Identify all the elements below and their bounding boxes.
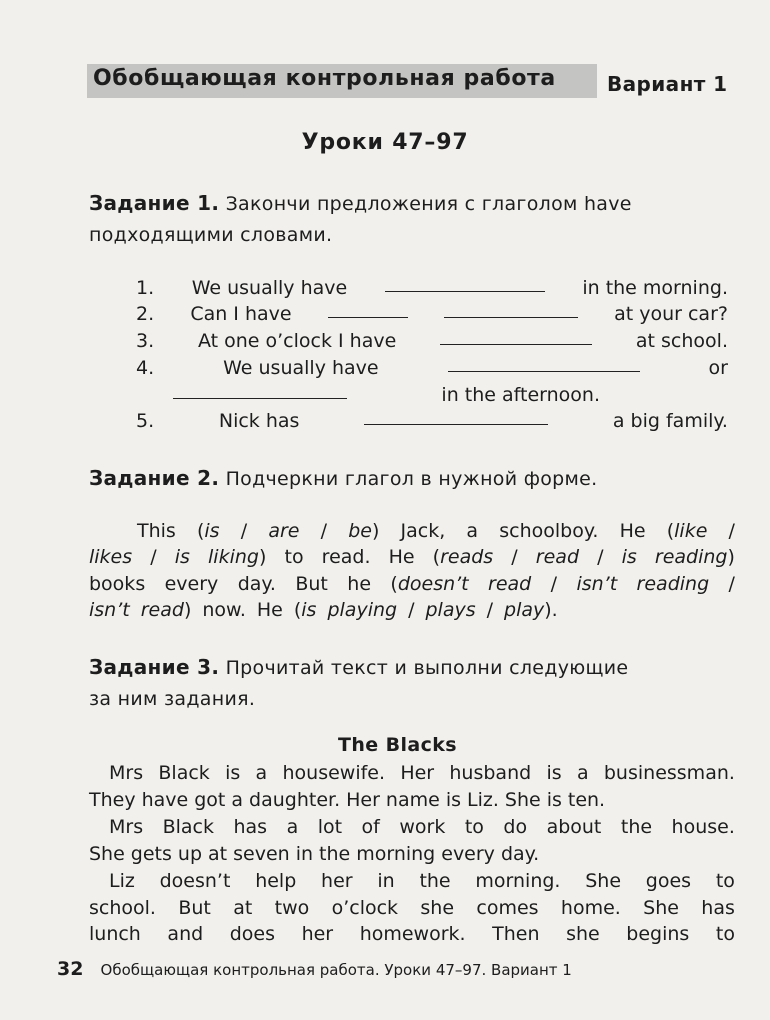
answer-blank[interactable] [440, 327, 592, 345]
answer-blank[interactable] [328, 300, 408, 318]
item-text: or [708, 357, 728, 379]
item-number: 5. [136, 410, 155, 432]
task2-line: isn’t read) now. He (is playing / plays / play). [89, 599, 558, 621]
variant-label: Вариант 1 [607, 72, 728, 96]
exercise-item [136, 356, 728, 380]
answer-blank[interactable] [444, 300, 578, 318]
exercise-item [136, 276, 728, 300]
item-text: in the morning. [582, 277, 728, 299]
task1-instruction: Закончи предложения с глаголом have [225, 193, 632, 215]
story-title: The Blacks [337, 734, 457, 756]
task2-heading [89, 466, 598, 490]
story-line: They have got a daughter. Her name is Liz. She is ten. [89, 789, 606, 811]
task2-instruction: Подчеркни глагол в нужной форме. [225, 468, 598, 490]
item-text: Can I have [190, 303, 292, 325]
item-number: 2. [136, 303, 155, 325]
task1-instruction-cont: подходящими словами. [89, 224, 333, 246]
item-text: at your car? [614, 303, 728, 325]
item-text: We usually have [223, 357, 379, 379]
task3-heading [89, 655, 628, 679]
task1-heading [89, 191, 632, 215]
page-footer [57, 958, 572, 980]
story-line: She gets up at seven in the morning every day. [89, 843, 540, 865]
task3-instruction-cont: за ним задания. [89, 688, 256, 710]
header-title: Обобщающая контрольная работа [93, 66, 556, 91]
answer-blank[interactable] [448, 354, 640, 372]
item-text: We usually have [191, 277, 348, 299]
story-line: school. But at two o’clock she comes home. She has [89, 897, 735, 919]
task2-line: This (is / are / be) Jack, a schoolboy. He (like / [137, 520, 735, 542]
task2-line: likes / is liking) to read. He (reads / read / is reading) [89, 546, 735, 568]
story-line: Mrs Black has a lot of work to do about the house. [109, 816, 735, 838]
task1-label: Задание 1. [89, 191, 220, 215]
answer-blank[interactable] [385, 274, 545, 292]
exercise-item [136, 302, 728, 326]
exercise-item [136, 329, 728, 353]
item-number: 3. [136, 330, 155, 352]
task3-instruction: Прочитай текст и выполни следующие [225, 657, 629, 679]
page-number: 32 [57, 958, 84, 980]
task2-label: Задание 2. [89, 466, 220, 490]
story-line: lunch and does her homework. Then she begins to [89, 923, 735, 945]
item-number: 4. [136, 357, 155, 379]
task3-label: Задание 3. [89, 655, 220, 679]
answer-blank[interactable] [364, 407, 548, 425]
exercise-item [136, 409, 728, 433]
item-text: Nick has [218, 410, 300, 432]
lessons-heading: Уроки 47–97 [301, 130, 469, 155]
item-text: a big family. [612, 410, 728, 432]
task2-line: books every day. But he (doesn’t read / isn’t reading / [89, 573, 735, 595]
item-text: at school. [635, 330, 728, 352]
story-line: Liz doesn’t help her in the morning. She goes to [109, 870, 735, 892]
exercise-item-cont [173, 383, 600, 407]
item-text: in the afternoon. [441, 384, 600, 406]
item-number: 1. [136, 277, 155, 299]
story-line: Mrs Black is a housewife. Her husband is a businessman. [109, 762, 735, 784]
answer-blank[interactable] [173, 381, 347, 399]
item-text: At one o’clock I have [197, 330, 397, 352]
footer-text: Обобщающая контрольная работа. Уроки 47–97. Вариант 1 [100, 961, 572, 979]
